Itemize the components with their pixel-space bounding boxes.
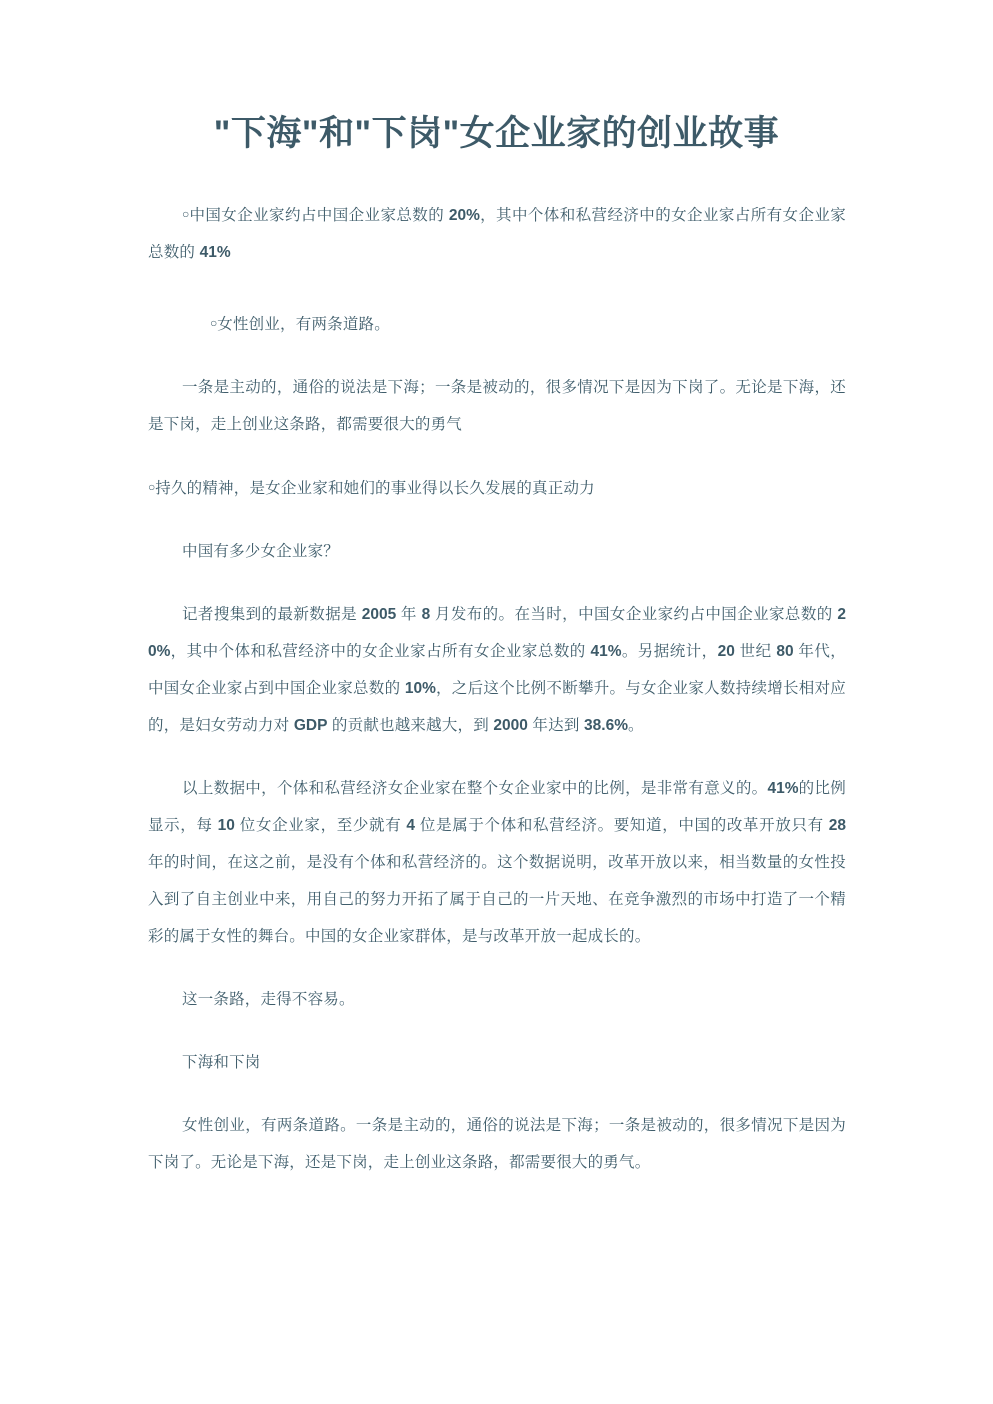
bullet-marker: ○ (182, 207, 190, 221)
paragraph-two-roads: ○女性创业，有两条道路。 (210, 316, 390, 333)
paragraph-spirit: ○持久的精神，是女企业家和她们的事业得以长久发展的真正动力 (148, 480, 595, 497)
paragraph-roads-detail: 一条是主动的，通俗的说法是下海；一条是被动的，很多情况下是因为下岗了。无论是下海，还是下岗，走上创业这条路，都需要很大的勇气 (148, 379, 846, 433)
paragraph-two-roads-full: 女性创业，有两条道路。一条是主动的，通俗的说法是下海；一条是被动的，很多情况下是因为下岗了。无论是下海，还是下岗，走上创业这条路，都需要很大的勇气。 (148, 1117, 846, 1171)
paragraph-not-easy: 这一条路，走得不容易。 (182, 991, 355, 1008)
bullet-marker: ○ (148, 480, 156, 494)
paragraph-lead-stat: ○中国女企业家约占中国企业家总数的 20%，其中个体和私营经济中的女企业家占所有女企业家总数的 41% (148, 207, 846, 261)
paragraph-stats-meaning: 以上数据中，个体和私营经济女企业家在整个女企业家中的比例，是非常有意义的。41%的比例显示，每 10 位女企业家，至少就有 4 位是属于个体和私营经济。要知道，中国的改革开放只有 28 年的时间，在这之前，是没有个体和私营经济的。这个数据说明，改革开放以来，相当数量的女性投入到了自主创业中来，用自己的努力开拓了属于自己的一片天地、在竞争激烈的市场中打造了一个精彩的属于女性的舞台。中国的女企业家群体，是与改革开放一起成长的。 (148, 780, 847, 945)
bullet-marker: ○ (210, 316, 218, 330)
paragraph-stats-2005: 记者搜集到的最新数据是 2005 年 8 月发布的。在当时，中国女企业家约占中国企业家总数的 20%，其中个体和私营经济中的女企业家占所有女企业家总数的 41%。另据统计，20 世纪 80 年代，中国女企业家占到中国企业家总数的 10%，之后这个比例不断攀升。与女企业家人数持续增长相对应的，是妇女劳动力对 GDP 的贡献也越来越大，到 2000 年达到 38.6%。 (148, 606, 847, 734)
section-heading-xiahai-xiagang: 下海和下岗 (182, 1054, 261, 1071)
page-title: "下海"和"下岗"女企业家的创业故事 (213, 114, 780, 153)
document-body (148, 196, 846, 1181)
paragraph-question-howmany: 中国有多少女企业家？ (182, 543, 340, 560)
